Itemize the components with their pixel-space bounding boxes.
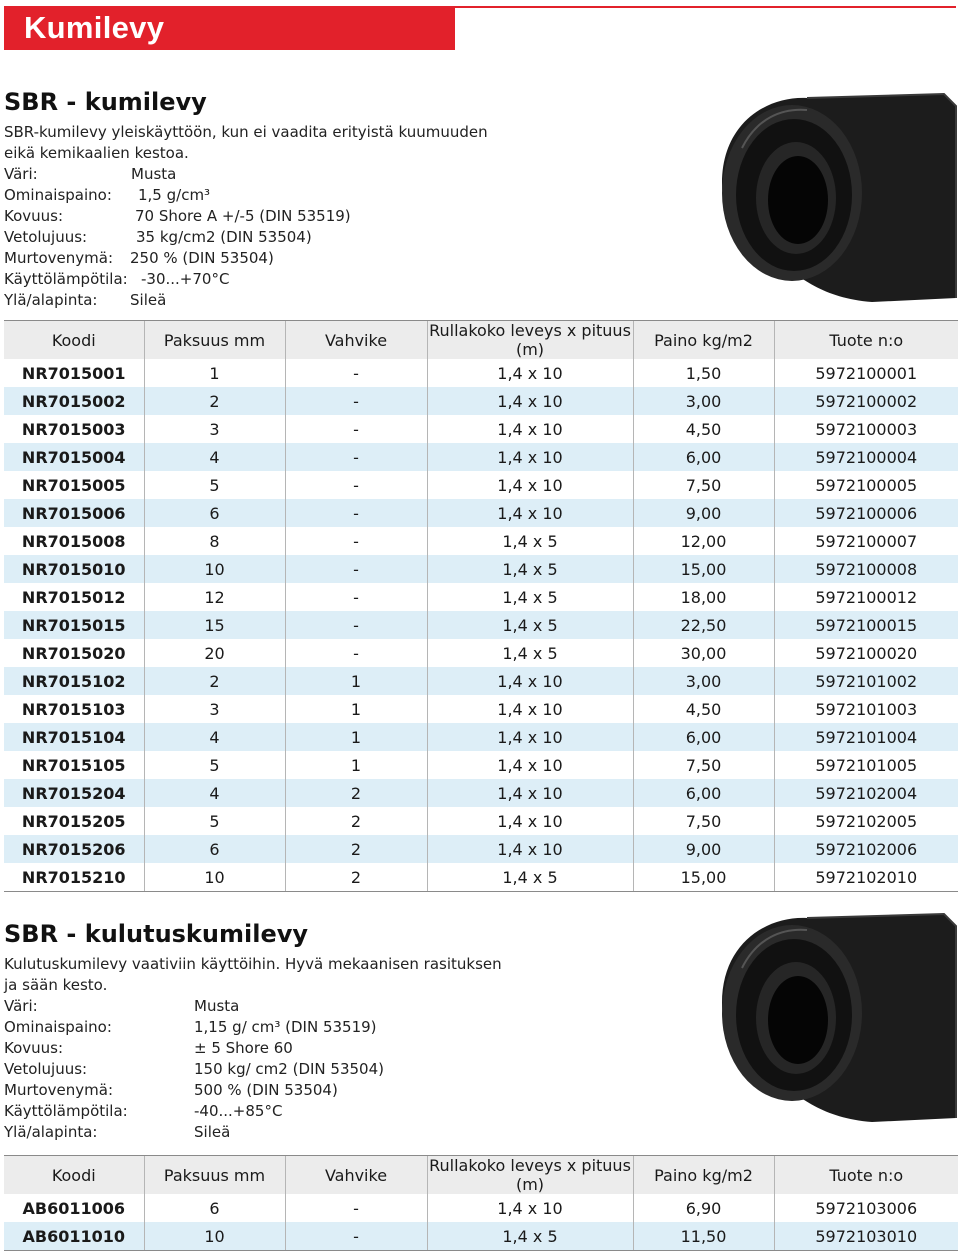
rubber-roll-image xyxy=(712,908,958,1124)
table-cell: - xyxy=(285,471,427,499)
table-cell: - xyxy=(285,1194,427,1222)
description-line: Kulutuskumilevy vaativiin käyttöihin. Hyvä mekaanisen rasituksen xyxy=(4,955,502,973)
column-header: Paksuus mm xyxy=(144,321,285,360)
spec-label: Ylä/alapinta: xyxy=(4,291,98,309)
product-table-sbr-kumilevy xyxy=(4,320,958,892)
table-cell: 5 xyxy=(144,471,285,499)
table-cell: 5972100005 xyxy=(774,471,958,499)
table-cell: 5972101003 xyxy=(774,695,958,723)
table-cell: 4 xyxy=(144,723,285,751)
description-line: eikä kemikaalien kestoa. xyxy=(4,144,189,162)
table-cell: 3,00 xyxy=(633,667,774,695)
spec-label: Kovuus: xyxy=(4,1039,64,1057)
spec-label: Vetolujuus: xyxy=(4,1060,88,1078)
table-row xyxy=(4,359,958,387)
table-cell: 2 xyxy=(285,807,427,835)
table-cell: 1,4 x 10 xyxy=(427,387,633,415)
table-cell: - xyxy=(285,555,427,583)
product-code-cell: NR7015105 xyxy=(21,755,126,775)
table-cell: 4 xyxy=(144,443,285,471)
table-cell: 10 xyxy=(144,555,285,583)
section-title-sbr-kulutuskumilevy: SBR - kulutuskumilevy xyxy=(4,920,309,948)
table-cell: 6,00 xyxy=(633,779,774,807)
table-cell: 18,00 xyxy=(633,583,774,611)
product-code-cell: NR7015020 xyxy=(21,643,126,663)
product-code-cell: AB6011006 xyxy=(22,1198,125,1218)
table-cell: - xyxy=(285,443,427,471)
product-code-cell: NR7015103 xyxy=(21,699,126,719)
table-cell: 1,4 x 5 xyxy=(427,1222,633,1251)
column-header: Paino kg/m2 xyxy=(633,1156,774,1195)
product-code-cell: NR7015008 xyxy=(21,531,126,551)
table-row xyxy=(4,443,958,471)
table-row xyxy=(4,835,958,863)
table-cell: 15,00 xyxy=(633,555,774,583)
table-cell: 1,4 x 10 xyxy=(427,1194,633,1222)
table-cell: 3 xyxy=(144,695,285,723)
table-cell: 5972101005 xyxy=(774,751,958,779)
table-cell: - xyxy=(285,639,427,667)
table-cell: 1 xyxy=(285,667,427,695)
column-header: Koodi xyxy=(4,1156,144,1195)
table-cell: 5972100004 xyxy=(774,443,958,471)
table-cell: 5972101002 xyxy=(774,667,958,695)
table-cell: 2 xyxy=(285,863,427,892)
product-code-cell: NR7015204 xyxy=(4,779,144,807)
product-code-cell: NR7015010 xyxy=(4,555,144,583)
spec-value: 70 Shore A +/-5 (DIN 53519) xyxy=(135,207,351,225)
table-row xyxy=(4,751,958,779)
table-cell: 22,50 xyxy=(633,611,774,639)
table-cell: 5972103010 xyxy=(774,1222,958,1251)
table-cell: 6,90 xyxy=(633,1194,774,1222)
table-cell: 6 xyxy=(144,835,285,863)
table-row xyxy=(4,863,958,892)
product-code-cell: NR7015206 xyxy=(4,835,144,863)
column-header: Rullakoko leveys x pituus (m) xyxy=(427,321,633,360)
column-header: Paino kg/m2 xyxy=(633,321,774,360)
table-cell: 1,4 x 5 xyxy=(427,555,633,583)
spec-label: Käyttölämpötila: xyxy=(4,270,128,288)
column-header: Paksuus mm xyxy=(144,1156,285,1195)
spec-label: Väri: xyxy=(4,997,38,1015)
table-cell: 1,4 x 10 xyxy=(427,443,633,471)
rubber-roll-image xyxy=(712,88,958,304)
table-cell: 2 xyxy=(285,835,427,863)
table-cell: 10 xyxy=(144,863,285,892)
product-code-cell: NR7015015 xyxy=(4,611,144,639)
spec-label: Kovuus: xyxy=(4,207,64,225)
header-banner xyxy=(4,6,455,50)
table-cell: 1 xyxy=(285,751,427,779)
table-row xyxy=(4,387,958,415)
spec-value: 1,15 g/ cm³ (DIN 53519) xyxy=(194,1018,377,1036)
table-cell: 5972102005 xyxy=(774,807,958,835)
table-row xyxy=(4,639,958,667)
table-cell: 1,4 x 10 xyxy=(427,695,633,723)
table-cell: 3 xyxy=(144,415,285,443)
table-cell: 1 xyxy=(144,359,285,387)
table-cell: 11,50 xyxy=(633,1222,774,1251)
table-cell: 9,00 xyxy=(633,499,774,527)
table-cell: 12 xyxy=(144,583,285,611)
table-cell: 3,00 xyxy=(633,387,774,415)
column-header: Rullakoko leveys x pituus (m) xyxy=(427,1156,633,1195)
spec-label: Murtovenymä: xyxy=(4,1081,114,1099)
table-row xyxy=(4,555,958,583)
table-row xyxy=(4,611,958,639)
section-description xyxy=(4,122,488,164)
table-row xyxy=(4,583,958,611)
table-cell: 1,4 x 10 xyxy=(427,779,633,807)
table-row xyxy=(4,695,958,723)
section-description xyxy=(4,954,502,996)
table-cell: 2 xyxy=(144,387,285,415)
table-header-row xyxy=(4,321,958,360)
section-title-sbr-kumilevy: SBR - kumilevy xyxy=(4,88,207,116)
table-row xyxy=(4,1194,958,1222)
spec-value: Sileä xyxy=(194,1123,231,1141)
spec-value: -40...+85°C xyxy=(194,1102,283,1120)
column-header: Vahvike xyxy=(285,1156,427,1195)
table-cell: 1,4 x 10 xyxy=(427,835,633,863)
table-cell: 15,00 xyxy=(633,863,774,892)
spec-label: Ominaispaino: xyxy=(4,186,112,204)
spec-value: Musta xyxy=(131,165,177,183)
table-cell: 4,50 xyxy=(633,415,774,443)
table-cell: 15 xyxy=(144,611,285,639)
table-cell: 1,4 x 10 xyxy=(427,359,633,387)
header-rule xyxy=(455,6,956,8)
table-row xyxy=(4,807,958,835)
table-cell: 5972102006 xyxy=(774,835,958,863)
spec-value: Sileä xyxy=(130,291,167,309)
table-cell: 5972100003 xyxy=(774,415,958,443)
table-row xyxy=(4,779,958,807)
table-cell: 1,4 x 10 xyxy=(427,415,633,443)
table-cell: 5972101004 xyxy=(774,723,958,751)
product-code-cell: NR7015003 xyxy=(21,419,126,439)
column-header: Tuote n:o xyxy=(774,321,958,360)
table-cell: 1,4 x 5 xyxy=(427,863,633,892)
table-cell: 5972103006 xyxy=(774,1194,958,1222)
table-cell: - xyxy=(285,1222,427,1251)
table-cell: 6 xyxy=(144,499,285,527)
product-code-cell: NR7015006 xyxy=(4,499,144,527)
table-cell: 5972100002 xyxy=(774,387,958,415)
product-code-cell: NR7015104 xyxy=(4,723,144,751)
table-row xyxy=(4,723,958,751)
page-title: Kumilevy xyxy=(24,10,165,45)
table-cell: 5 xyxy=(144,751,285,779)
table-cell: - xyxy=(285,583,427,611)
table-cell: 5972100012 xyxy=(774,583,958,611)
product-table-sbr-kulutuskumilevy xyxy=(4,1155,958,1251)
table-cell: 1,4 x 10 xyxy=(427,667,633,695)
spec-label: Väri: xyxy=(4,165,38,183)
table-row xyxy=(4,415,958,443)
table-cell: 12,00 xyxy=(633,527,774,555)
spec-value: 150 kg/ cm2 (DIN 53504) xyxy=(194,1060,384,1078)
table-cell: 6,00 xyxy=(633,723,774,751)
table-cell: - xyxy=(285,415,427,443)
description-line: ja sään kesto. xyxy=(4,976,108,994)
spec-label: Ominaispaino: xyxy=(4,1018,112,1036)
spec-value: ± 5 Shore 60 xyxy=(194,1039,293,1057)
table-cell: 1 xyxy=(285,695,427,723)
table-cell: 2 xyxy=(144,667,285,695)
table-cell: 4 xyxy=(144,779,285,807)
table-row xyxy=(4,471,958,499)
product-code-cell: NR7015012 xyxy=(21,587,126,607)
table-cell: - xyxy=(285,611,427,639)
table-cell: 2 xyxy=(285,779,427,807)
table-cell: 1,4 x 5 xyxy=(427,611,633,639)
table-cell: 1,4 x 10 xyxy=(427,499,633,527)
spec-label: Murtovenymä: xyxy=(4,249,114,267)
table-cell: 5972102004 xyxy=(774,779,958,807)
product-code-cell: NR7015004 xyxy=(4,443,144,471)
table-cell: 1,4 x 5 xyxy=(427,583,633,611)
table-cell: 10 xyxy=(144,1222,285,1251)
table-cell: 5972100020 xyxy=(774,639,958,667)
spec-value: 250 % (DIN 53504) xyxy=(130,249,274,267)
table-cell: 9,00 xyxy=(633,835,774,863)
column-header: Koodi xyxy=(4,321,144,360)
table-row xyxy=(4,499,958,527)
table-cell: 4,50 xyxy=(633,695,774,723)
table-cell: - xyxy=(285,359,427,387)
table-cell: 1,4 x 10 xyxy=(427,723,633,751)
table-cell: 6 xyxy=(144,1194,285,1222)
table-cell: - xyxy=(285,387,427,415)
product-code-cell: NR7015102 xyxy=(4,667,144,695)
table-cell: 5972100006 xyxy=(774,499,958,527)
spec-value: 35 kg/cm2 (DIN 53504) xyxy=(136,228,312,246)
product-code-cell: NR7015205 xyxy=(21,811,126,831)
table-cell: 1 xyxy=(285,723,427,751)
description-line: SBR-kumilevy yleiskäyttöön, kun ei vaadita erityistä kuumuuden xyxy=(4,123,488,141)
table-row xyxy=(4,527,958,555)
table-cell: - xyxy=(285,527,427,555)
table-cell: 5 xyxy=(144,807,285,835)
spec-value: 1,5 g/cm³ xyxy=(138,186,211,204)
table-cell: 6,00 xyxy=(633,443,774,471)
product-code-cell: NR7015001 xyxy=(21,363,126,383)
table-cell: 30,00 xyxy=(633,639,774,667)
table-cell: 1,4 x 5 xyxy=(427,639,633,667)
table-cell: 5972102010 xyxy=(774,863,958,892)
table-cell: 1,4 x 10 xyxy=(427,807,633,835)
column-header: Tuote n:o xyxy=(774,1156,958,1195)
table-cell: 7,50 xyxy=(633,471,774,499)
spec-label: Vetolujuus: xyxy=(4,228,88,246)
table-cell: - xyxy=(285,499,427,527)
spec-label: Ylä/alapinta: xyxy=(4,1123,98,1141)
table-cell: 5972100007 xyxy=(774,527,958,555)
spec-value: 500 % (DIN 53504) xyxy=(194,1081,338,1099)
spec-label: Käyttölämpötila: xyxy=(4,1102,128,1120)
table-cell: 8 xyxy=(144,527,285,555)
spec-value: -30...+70°C xyxy=(141,270,230,288)
table-cell: 1,4 x 5 xyxy=(427,527,633,555)
table-cell: 20 xyxy=(144,639,285,667)
table-cell: 1,4 x 10 xyxy=(427,751,633,779)
spec-value: Musta xyxy=(194,997,240,1015)
table-cell: 7,50 xyxy=(633,807,774,835)
column-header: Vahvike xyxy=(285,321,427,360)
product-code-cell: NR7015210 xyxy=(4,863,144,892)
table-row xyxy=(4,1222,958,1251)
table-cell: 5972100008 xyxy=(774,555,958,583)
product-code-cell: NR7015002 xyxy=(4,387,144,415)
table-cell: 1,4 x 10 xyxy=(427,471,633,499)
table-header-row xyxy=(4,1156,958,1195)
table-row xyxy=(4,667,958,695)
table-cell: 1,50 xyxy=(633,359,774,387)
product-code-cell: NR7015005 xyxy=(21,475,126,495)
table-cell: 7,50 xyxy=(633,751,774,779)
table-cell: 5972100001 xyxy=(774,359,958,387)
product-code-cell: AB6011010 xyxy=(4,1222,144,1251)
table-cell: 5972100015 xyxy=(774,611,958,639)
